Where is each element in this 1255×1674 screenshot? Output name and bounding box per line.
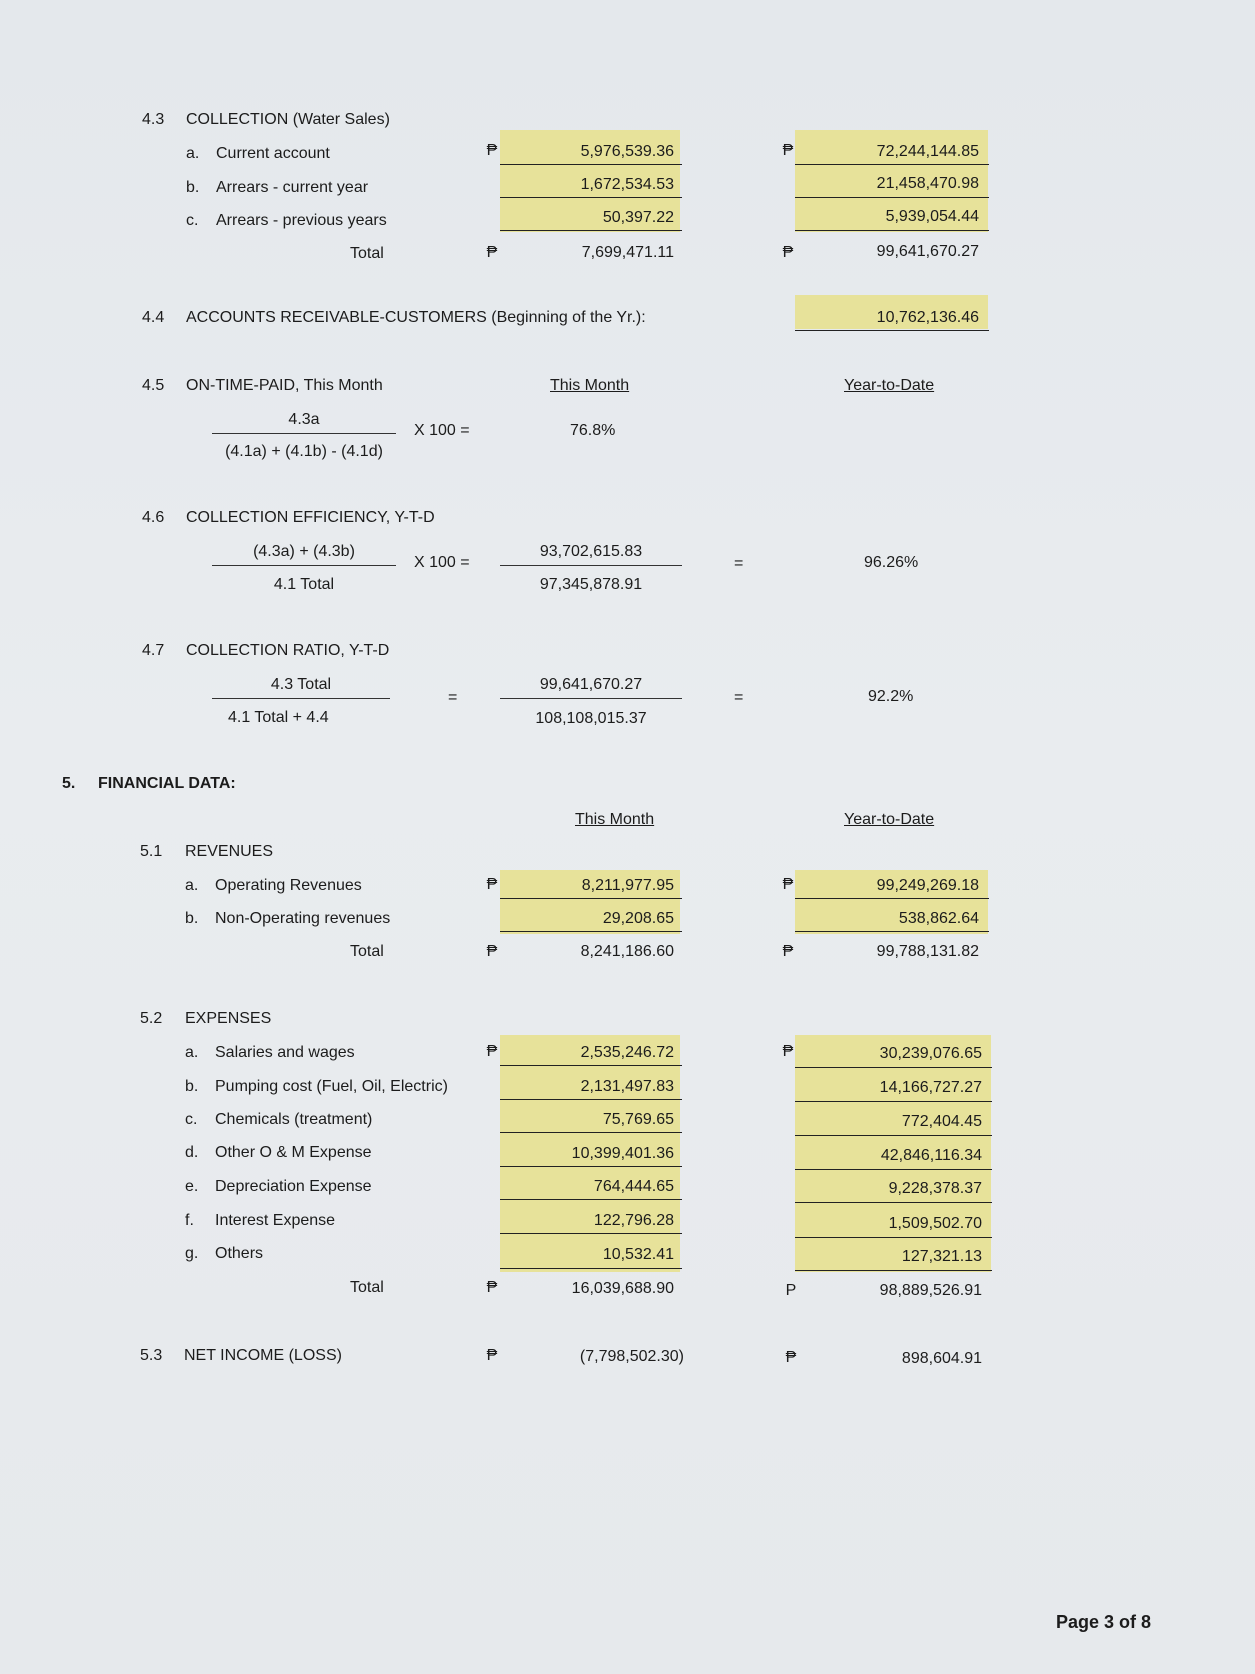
section-number: 5.1 — [140, 843, 163, 860]
month-value: 122,796.28 — [593, 1212, 674, 1229]
month-value: 29,208.65 — [602, 910, 674, 927]
underline — [500, 197, 682, 198]
row-letter: b. — [185, 1078, 199, 1095]
row-letter: c. — [186, 212, 199, 229]
section-title: COLLECTION EFFICIENCY, Y-T-D — [186, 509, 435, 526]
section-title: REVENUES — [185, 843, 274, 860]
fraction-bar — [212, 433, 396, 434]
total-ytd: 99,788,131.82 — [876, 943, 979, 960]
underline — [795, 1202, 992, 1203]
underline — [795, 1270, 992, 1271]
underline — [500, 1166, 682, 1167]
section-number: 5.3 — [140, 1347, 163, 1364]
formula-denominator: (4.1a) + (4.1b) - (4.1d) — [225, 443, 383, 460]
section-number: 4.5 — [142, 377, 165, 394]
ytd-value: 30,239,076.65 — [879, 1045, 982, 1062]
peso-sign: ₱ — [785, 1349, 797, 1366]
formula-denominator: 4.1 Total + 4.4 — [228, 709, 329, 726]
month-value: 2,131,497.83 — [580, 1078, 674, 1095]
numerator-value: 93,702,615.83 — [539, 543, 643, 560]
peso-sign: ₱ — [486, 142, 498, 159]
total-month: 8,241,186.60 — [580, 943, 674, 960]
underline — [795, 1101, 992, 1102]
column-header-year-to-date: Year-to-Date — [844, 377, 935, 394]
total-ytd: 99,641,670.27 — [876, 243, 979, 260]
underline — [795, 1237, 992, 1238]
row-label: Arrears - previous years — [216, 212, 387, 229]
section-title: FINANCIAL DATA: — [98, 775, 236, 792]
numerator-value: 99,641,670.27 — [539, 676, 643, 693]
fraction-bar — [500, 698, 682, 699]
underline — [795, 330, 989, 331]
row-letter: a. — [185, 877, 199, 894]
row-letter: a. — [186, 145, 200, 162]
row-label: Salaries and wages — [215, 1044, 355, 1061]
peso-sign: ₱ — [486, 1043, 498, 1060]
row-label: Current account — [216, 145, 330, 162]
section-title: EXPENSES — [185, 1010, 272, 1027]
peso-sign: ₱ — [782, 876, 794, 893]
underline — [795, 898, 989, 899]
ytd-value: 42,846,116.34 — [880, 1147, 982, 1164]
ytd-value: 1,509,502.70 — [888, 1215, 982, 1232]
row-label: Non-Operating revenues — [215, 910, 391, 927]
underline — [500, 1132, 682, 1133]
row-label: Depreciation Expense — [215, 1178, 372, 1195]
underline — [795, 164, 989, 165]
row-letter: a. — [185, 1044, 199, 1061]
ytd-value: 772,404.45 — [901, 1113, 982, 1130]
underline — [500, 1099, 682, 1100]
peso-sign: ₱ — [486, 244, 498, 261]
month-value: 10,399,401.36 — [571, 1145, 674, 1162]
month-value: 2,535,246.72 — [580, 1044, 674, 1061]
ytd-value: 14,166,727.27 — [879, 1079, 982, 1096]
ytd-value: 99,249,269.18 — [876, 877, 979, 894]
page-number: Page 3 of 8 — [1056, 1612, 1152, 1632]
ytd-value: 127,321.13 — [901, 1248, 982, 1265]
underline — [500, 931, 682, 932]
multiplier: X 100 = — [414, 422, 470, 439]
net-income-month: (7,798,502.30) — [579, 1348, 684, 1365]
section-number: 4.3 — [142, 111, 165, 128]
equals-sign: = — [734, 555, 744, 572]
row-letter: d. — [185, 1144, 199, 1161]
underline — [795, 1169, 992, 1170]
peso-sign: ₱ — [782, 1043, 794, 1060]
formula-denominator: 4.1 Total — [273, 576, 335, 593]
peso-sign: ₱ — [782, 244, 794, 261]
row-label: Arrears - current year — [216, 179, 369, 196]
underline — [500, 1065, 682, 1066]
row-label: Pumping cost (Fuel, Oil, Electric) — [215, 1078, 448, 1095]
denominator-value: 97,345,878.91 — [539, 576, 643, 593]
row-label: Others — [215, 1245, 264, 1262]
section-title: COLLECTION RATIO, Y-T-D — [186, 642, 390, 659]
column-header-year-to-date: Year-to-Date — [844, 811, 935, 828]
month-value: 8,211,977.95 — [581, 877, 674, 894]
ar-value: 10,762,136.46 — [876, 309, 979, 326]
row-letter: f. — [185, 1212, 194, 1229]
formula-numerator: (4.3a) + (4.3b) — [253, 543, 355, 560]
total-month: 7,699,471.11 — [581, 244, 674, 261]
row-letter: e. — [185, 1178, 199, 1195]
month-value: 10,532.41 — [602, 1246, 674, 1263]
formula-numerator: 4.3 Total — [270, 676, 332, 693]
total-label: Total — [350, 245, 384, 262]
total-month: 16,039,688.90 — [571, 1280, 674, 1297]
equals-sign: = — [448, 689, 458, 706]
month-value: 1,672,534.53 — [580, 176, 674, 193]
peso-sign: ₱ — [782, 943, 794, 960]
result-value: 76.8% — [570, 422, 616, 439]
section-title: NET INCOME (LOSS) — [184, 1347, 342, 1364]
result-value: 96.26% — [864, 554, 919, 571]
underline — [500, 164, 682, 165]
peso-sign: ₱ — [486, 876, 498, 893]
column-header-this-month: This Month — [575, 811, 655, 828]
fraction-bar — [212, 565, 396, 566]
peso-sign: ₱ — [486, 1279, 498, 1296]
month-value: 764,444.65 — [593, 1178, 674, 1195]
row-label: Interest Expense — [215, 1212, 336, 1229]
equals-sign: = — [734, 689, 744, 706]
underline — [795, 1135, 992, 1136]
ytd-value: 538,862.64 — [898, 910, 979, 927]
peso-sign: ₱ — [486, 1347, 498, 1364]
section-number: 4.4 — [142, 309, 165, 326]
row-letter: b. — [186, 179, 200, 196]
section-title: ACCOUNTS RECEIVABLE-CUSTOMERS (Beginning of the Yr.): — [186, 309, 646, 326]
row-letter: g. — [185, 1245, 199, 1262]
column-header-this-month: This Month — [550, 377, 630, 394]
section-number: 5.2 — [140, 1010, 163, 1027]
result-value: 92.2% — [868, 688, 914, 705]
peso-sign: ₱ — [486, 943, 498, 960]
underline — [500, 898, 682, 899]
section-number: 5. — [62, 775, 76, 792]
row-label: Chemicals (treatment) — [215, 1111, 373, 1128]
row-label: Other O & M Expense — [215, 1144, 372, 1161]
net-income-ytd: 898,604.91 — [901, 1350, 982, 1367]
fraction-bar — [212, 698, 390, 699]
denominator-value: 108,108,015.37 — [535, 710, 647, 727]
section-number: 4.7 — [142, 642, 165, 659]
underline — [795, 931, 989, 932]
section-title: COLLECTION (Water Sales) — [186, 111, 390, 128]
fraction-bar — [500, 565, 682, 566]
underline — [500, 1199, 682, 1200]
multiplier: X 100 = — [414, 554, 470, 571]
total-label: Total — [350, 943, 384, 960]
total-label: Total — [350, 1279, 384, 1296]
currency-letter: P — [785, 1282, 797, 1299]
underline — [500, 1233, 682, 1234]
section-title: ON-TIME-PAID, This Month — [186, 377, 383, 394]
underline — [795, 230, 989, 231]
row-letter: c. — [185, 1111, 198, 1128]
ytd-value: 21,458,470.98 — [876, 175, 979, 192]
peso-sign: ₱ — [782, 142, 794, 159]
month-value: 50,397.22 — [602, 209, 674, 226]
underline — [795, 1067, 992, 1068]
ytd-value: 72,244,144.85 — [876, 143, 979, 160]
ytd-value: 9,228,378.37 — [888, 1180, 982, 1197]
month-value: 75,769.65 — [602, 1111, 674, 1128]
underline — [500, 230, 682, 231]
underline — [500, 1268, 682, 1269]
ytd-value: 5,939,054.44 — [885, 208, 979, 225]
underline — [795, 197, 989, 198]
section-number: 4.6 — [142, 509, 165, 526]
month-value: 5,976,539.36 — [580, 143, 674, 160]
row-letter: b. — [185, 910, 199, 927]
formula-numerator: 4.3a — [288, 411, 320, 428]
row-label: Operating Revenues — [215, 877, 362, 894]
total-ytd: 98,889,526.91 — [879, 1282, 982, 1299]
